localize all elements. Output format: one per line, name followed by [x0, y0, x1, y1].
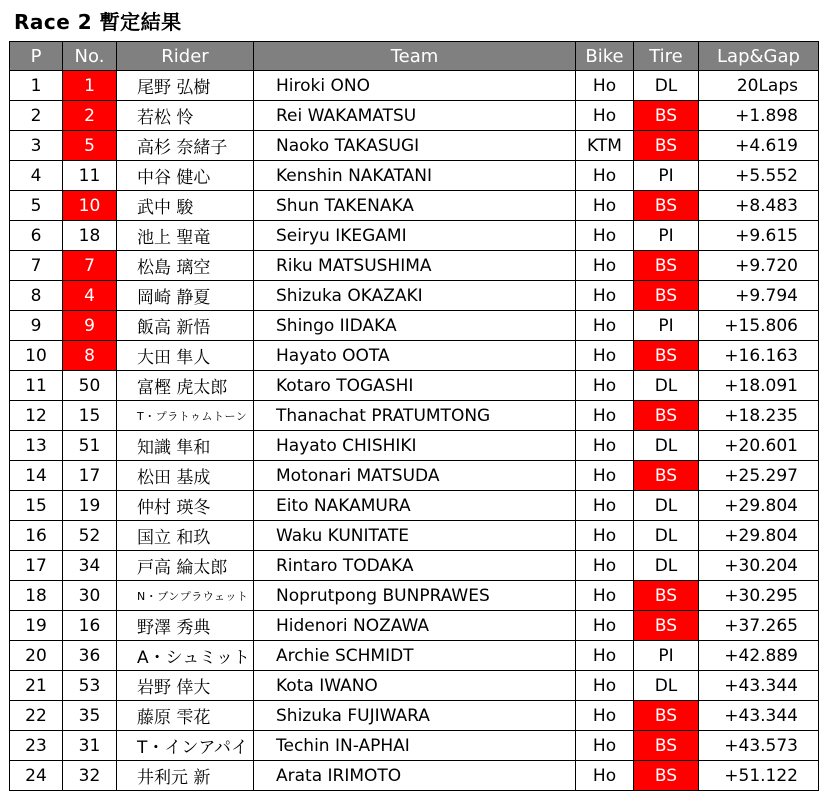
team-cell: Hayato OOTA	[254, 341, 576, 371]
table-row	[10, 131, 819, 161]
lap-gap-cell: +37.265	[699, 611, 819, 641]
header-position: P	[10, 42, 63, 71]
position-cell: 7	[10, 251, 63, 281]
team-cell: Shun TAKENAKA	[254, 191, 576, 221]
bike-cell: Ho	[576, 431, 634, 461]
rider-cell: 尾野 弘樹	[117, 71, 254, 101]
team-cell: Techin IN-APHAI	[254, 731, 576, 761]
table-row	[10, 491, 819, 521]
lap-gap-cell: +9.794	[699, 281, 819, 311]
tire-cell: BS	[634, 131, 699, 161]
table-row	[10, 761, 819, 791]
tire-cell: BS	[634, 761, 699, 791]
tire-cell: BS	[634, 401, 699, 431]
position-cell: 24	[10, 761, 63, 791]
bike-cell: Ho	[576, 221, 634, 251]
results-table	[9, 41, 819, 791]
tire-cell: DL	[634, 491, 699, 521]
bike-cell: KTM	[576, 131, 634, 161]
results-body	[10, 71, 819, 791]
tire-cell: DL	[634, 431, 699, 461]
number-cell: 17	[63, 461, 117, 491]
table-row	[10, 71, 819, 101]
bike-cell: Ho	[576, 491, 634, 521]
tire-cell: BS	[634, 611, 699, 641]
rider-cell: 岩野 倖大	[117, 671, 254, 701]
position-cell: 3	[10, 131, 63, 161]
lap-gap-cell: +18.235	[699, 401, 819, 431]
lap-gap-cell: +51.122	[699, 761, 819, 791]
tire-cell: BS	[634, 461, 699, 491]
lap-gap-cell: +8.483	[699, 191, 819, 221]
team-cell: Shizuka FUJIWARA	[254, 701, 576, 731]
tire-cell: PI	[634, 161, 699, 191]
rider-cell: 戸高 綸太郎	[117, 551, 254, 581]
rider-cell: T・プラトゥムトーン	[117, 401, 254, 431]
bike-cell: Ho	[576, 281, 634, 311]
tire-cell: PI	[634, 221, 699, 251]
lap-gap-cell: +20.601	[699, 431, 819, 461]
team-cell: Kotaro TOGASHI	[254, 371, 576, 401]
lap-gap-cell: +30.204	[699, 551, 819, 581]
table-row	[10, 671, 819, 701]
position-cell: 22	[10, 701, 63, 731]
position-cell: 17	[10, 551, 63, 581]
bike-cell: Ho	[576, 701, 634, 731]
number-cell: 5	[63, 131, 117, 161]
team-cell: Rintaro TODAKA	[254, 551, 576, 581]
bike-cell: Ho	[576, 611, 634, 641]
position-cell: 16	[10, 521, 63, 551]
table-row	[10, 401, 819, 431]
bike-cell: Ho	[576, 461, 634, 491]
table-row	[10, 731, 819, 761]
position-cell: 10	[10, 341, 63, 371]
position-cell: 9	[10, 311, 63, 341]
tire-cell: BS	[634, 251, 699, 281]
number-cell: 50	[63, 371, 117, 401]
lap-gap-cell: +16.163	[699, 341, 819, 371]
rider-cell: 国立 和玖	[117, 521, 254, 551]
number-cell: 51	[63, 431, 117, 461]
header-rider: Rider	[117, 42, 254, 71]
lap-gap-cell: +43.573	[699, 731, 819, 761]
team-cell: Seiryu IKEGAMI	[254, 221, 576, 251]
position-cell: 20	[10, 641, 63, 671]
rider-cell: 松島 璃空	[117, 251, 254, 281]
bike-cell: Ho	[576, 191, 634, 221]
bike-cell: Ho	[576, 71, 634, 101]
bike-cell: Ho	[576, 581, 634, 611]
number-cell: 30	[63, 581, 117, 611]
team-cell: Kota IWANO	[254, 671, 576, 701]
lap-gap-cell: +4.619	[699, 131, 819, 161]
number-cell: 31	[63, 731, 117, 761]
rider-cell: A・シュミット	[117, 641, 254, 671]
position-cell: 13	[10, 431, 63, 461]
rider-cell: 仲村 瑛冬	[117, 491, 254, 521]
table-row	[10, 371, 819, 401]
position-cell: 6	[10, 221, 63, 251]
bike-cell: Ho	[576, 161, 634, 191]
table-row	[10, 611, 819, 641]
header-number: No.	[63, 42, 117, 71]
number-cell: 10	[63, 191, 117, 221]
table-row	[10, 311, 819, 341]
rider-cell: 松田 基成	[117, 461, 254, 491]
team-cell: Motonari MATSUDA	[254, 461, 576, 491]
tire-cell: DL	[634, 671, 699, 701]
rider-cell: 中谷 健心	[117, 161, 254, 191]
lap-gap-cell: 20Laps	[699, 71, 819, 101]
rider-cell: 高杉 奈緒子	[117, 131, 254, 161]
lap-gap-cell: +43.344	[699, 671, 819, 701]
number-cell: 34	[63, 551, 117, 581]
number-cell: 4	[63, 281, 117, 311]
team-cell: Eito NAKAMURA	[254, 491, 576, 521]
position-cell: 21	[10, 671, 63, 701]
number-cell: 7	[63, 251, 117, 281]
table-row	[10, 251, 819, 281]
position-cell: 18	[10, 581, 63, 611]
rider-cell: 若松 怜	[117, 101, 254, 131]
position-cell: 19	[10, 611, 63, 641]
table-row	[10, 461, 819, 491]
team-cell: Naoko TAKASUGI	[254, 131, 576, 161]
team-cell: Noprutpong BUNPRAWES	[254, 581, 576, 611]
rider-cell: 大田 隼人	[117, 341, 254, 371]
header-team: Team	[254, 42, 576, 71]
lap-gap-cell: +1.898	[699, 101, 819, 131]
lap-gap-cell: +30.295	[699, 581, 819, 611]
lap-gap-cell: +9.720	[699, 251, 819, 281]
team-cell: Kenshin NAKATANI	[254, 161, 576, 191]
rider-cell: 富樫 虎太郎	[117, 371, 254, 401]
lap-gap-cell: +18.091	[699, 371, 819, 401]
number-cell: 19	[63, 491, 117, 521]
rider-cell: 池上 聖竜	[117, 221, 254, 251]
bike-cell: Ho	[576, 311, 634, 341]
position-cell: 23	[10, 731, 63, 761]
table-row	[10, 581, 819, 611]
team-cell: Hiroki ONO	[254, 71, 576, 101]
rider-cell: 飯高 新悟	[117, 311, 254, 341]
lap-gap-cell: +29.804	[699, 491, 819, 521]
number-cell: 15	[63, 401, 117, 431]
number-cell: 16	[63, 611, 117, 641]
number-cell: 11	[63, 161, 117, 191]
bike-cell: Ho	[576, 401, 634, 431]
table-row	[10, 281, 819, 311]
number-cell: 18	[63, 221, 117, 251]
position-cell: 14	[10, 461, 63, 491]
rider-cell: 岡崎 静夏	[117, 281, 254, 311]
position-cell: 11	[10, 371, 63, 401]
number-cell: 53	[63, 671, 117, 701]
bike-cell: Ho	[576, 641, 634, 671]
bike-cell: Ho	[576, 371, 634, 401]
bike-cell: Ho	[576, 521, 634, 551]
rider-cell: T・インアパイ	[117, 731, 254, 761]
bike-cell: Ho	[576, 671, 634, 701]
header-row	[10, 42, 819, 71]
position-cell: 4	[10, 161, 63, 191]
header-tire: Tire	[634, 42, 699, 71]
lap-gap-cell: +5.552	[699, 161, 819, 191]
tire-cell: DL	[634, 71, 699, 101]
rider-cell: 武中 駿	[117, 191, 254, 221]
tire-cell: BS	[634, 101, 699, 131]
number-cell: 2	[63, 101, 117, 131]
number-cell: 32	[63, 761, 117, 791]
tire-cell: PI	[634, 641, 699, 671]
position-cell: 1	[10, 71, 63, 101]
tire-cell: DL	[634, 371, 699, 401]
team-cell: Shizuka OKAZAKI	[254, 281, 576, 311]
bike-cell: Ho	[576, 761, 634, 791]
team-cell: Hidenori NOZAWA	[254, 611, 576, 641]
header-bike: Bike	[576, 42, 634, 71]
position-cell: 8	[10, 281, 63, 311]
number-cell: 36	[63, 641, 117, 671]
team-cell: Shingo IIDAKA	[254, 311, 576, 341]
tire-cell: BS	[634, 731, 699, 761]
table-row	[10, 191, 819, 221]
number-cell: 9	[63, 311, 117, 341]
table-row	[10, 521, 819, 551]
position-cell: 5	[10, 191, 63, 221]
rider-cell: 知識 隼和	[117, 431, 254, 461]
bike-cell: Ho	[576, 251, 634, 281]
table-row	[10, 341, 819, 371]
position-cell: 2	[10, 101, 63, 131]
lap-gap-cell: +25.297	[699, 461, 819, 491]
header-lap-gap: Lap&Gap	[699, 42, 819, 71]
tire-cell: DL	[634, 521, 699, 551]
table-row	[10, 221, 819, 251]
lap-gap-cell: +43.344	[699, 701, 819, 731]
position-cell: 12	[10, 401, 63, 431]
tire-cell: BS	[634, 281, 699, 311]
table-row	[10, 161, 819, 191]
tire-cell: BS	[634, 341, 699, 371]
tire-cell: BS	[634, 581, 699, 611]
lap-gap-cell: +29.804	[699, 521, 819, 551]
bike-cell: Ho	[576, 341, 634, 371]
lap-gap-cell: +42.889	[699, 641, 819, 671]
team-cell: Thanachat PRATUMTONG	[254, 401, 576, 431]
number-cell: 35	[63, 701, 117, 731]
rider-cell: 井利元 新	[117, 761, 254, 791]
team-cell: Hayato CHISHIKI	[254, 431, 576, 461]
table-row	[10, 641, 819, 671]
page-title: Race 2 暫定結果	[14, 10, 182, 34]
table-row	[10, 431, 819, 461]
tire-cell: BS	[634, 701, 699, 731]
rider-cell: 藤原 雫花	[117, 701, 254, 731]
number-cell: 1	[63, 71, 117, 101]
number-cell: 8	[63, 341, 117, 371]
lap-gap-cell: +9.615	[699, 221, 819, 251]
table-row	[10, 101, 819, 131]
rider-cell: 野澤 秀典	[117, 611, 254, 641]
number-cell: 52	[63, 521, 117, 551]
tire-cell: BS	[634, 191, 699, 221]
lap-gap-cell: +15.806	[699, 311, 819, 341]
bike-cell: Ho	[576, 101, 634, 131]
tire-cell: DL	[634, 551, 699, 581]
bike-cell: Ho	[576, 551, 634, 581]
team-cell: Riku MATSUSHIMA	[254, 251, 576, 281]
team-cell: Archie SCHMIDT	[254, 641, 576, 671]
rider-cell: N・ブンプラウェット	[117, 581, 254, 611]
table-row	[10, 701, 819, 731]
table-row	[10, 551, 819, 581]
bike-cell: Ho	[576, 731, 634, 761]
team-cell: Waku KUNITATE	[254, 521, 576, 551]
tire-cell: PI	[634, 311, 699, 341]
team-cell: Rei WAKAMATSU	[254, 101, 576, 131]
team-cell: Arata IRIMOTO	[254, 761, 576, 791]
position-cell: 15	[10, 491, 63, 521]
